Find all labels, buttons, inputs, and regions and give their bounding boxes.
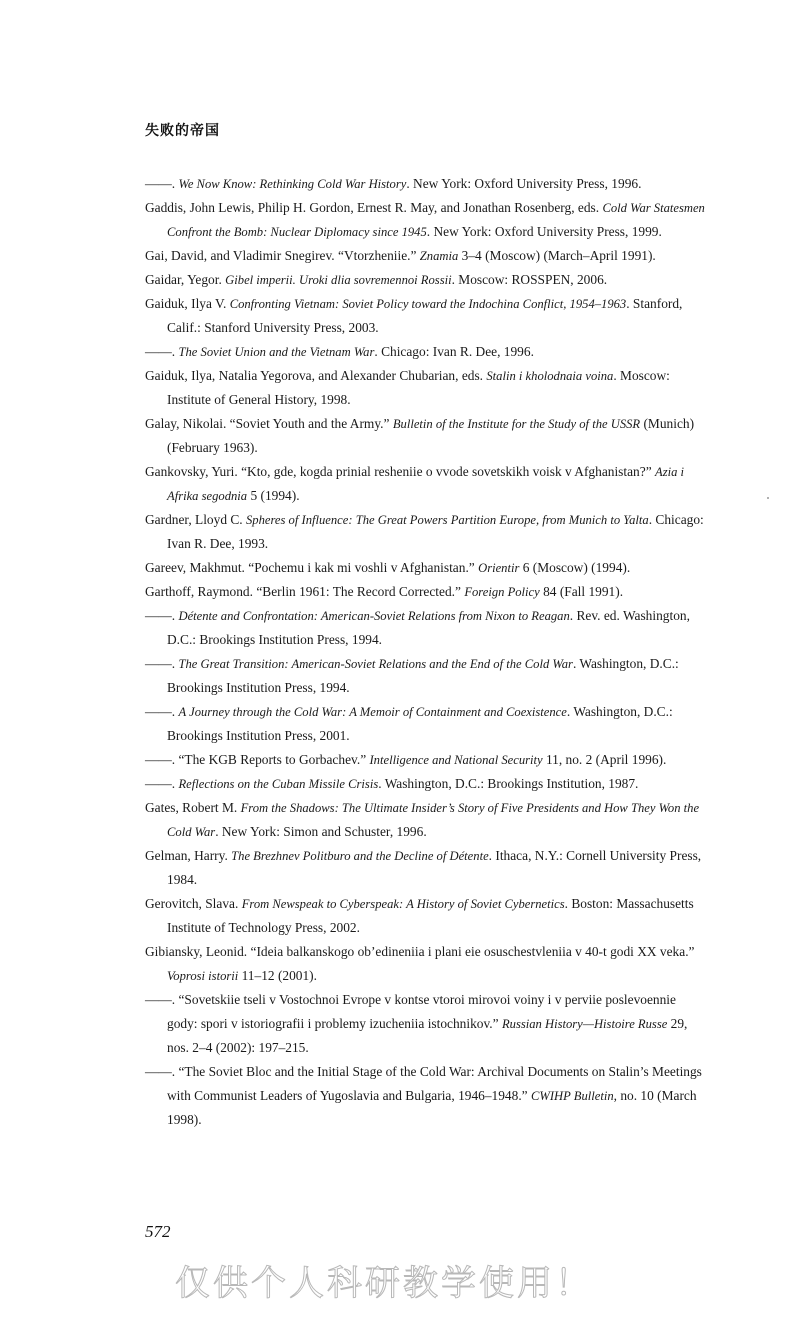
- entry-title: Stalin i kholodnaia voina: [486, 369, 614, 383]
- entry-title: From Newspeak to Cyberspeak: A History of Soviet Cybernetics: [241, 897, 565, 911]
- entry-title: Orientir: [478, 561, 520, 575]
- bibliography-entry: [145, 652, 705, 700]
- bibliography-list: [145, 172, 705, 1132]
- bibliography-entry: [145, 940, 705, 988]
- entry-title: The Great Transition: American-Soviet Relations and the End of the Cold War: [178, 657, 573, 671]
- entry-title: The Brezhnev Politburo and the Decline of Détente: [231, 849, 489, 863]
- entry-text: Gates, Robert M.: [145, 800, 241, 815]
- entry-text: . Washington, D.C.: Brookings Institution Press, 2001.: [167, 704, 673, 743]
- entry-title: Reflections on the Cuban Missile Crisis: [178, 777, 379, 791]
- entry-text: Gankovsky, Yuri. “Kto, gde, kogda prinial resheniie o vvode sovetskikh voisk v Afghanistan?”: [145, 464, 655, 479]
- bibliography-entry: [145, 988, 705, 1060]
- entry-text: . Ithaca, N.Y.: Cornell University Press, 1984.: [167, 848, 702, 887]
- running-head: 失败的帝国: [145, 123, 220, 139]
- entry-text: ——.: [145, 656, 179, 671]
- entry-title: Foreign Policy: [464, 585, 540, 599]
- entry-text: 11, no. 2 (April 1996).: [542, 752, 667, 767]
- entry-text: 29, nos. 2–4 (2002): 197–215.: [167, 1016, 688, 1055]
- entry-title: The Soviet Union and the Vietnam War: [178, 345, 375, 359]
- entry-text: Gaidar, Yegor.: [145, 272, 226, 287]
- entry-text: , no. 10 (March 1998).: [167, 1088, 697, 1127]
- bibliography-entry: [145, 244, 705, 268]
- scan-speck: [767, 497, 769, 499]
- bibliography-entry: [145, 292, 705, 340]
- entry-title: Russian History—Histoire Russe: [501, 1017, 668, 1031]
- entry-text: . New York: Oxford University Press, 1999.: [426, 224, 662, 239]
- bibliography-entry: [145, 340, 705, 364]
- entry-title: Znamia: [419, 249, 459, 263]
- entry-text: . Chicago: Ivan R. Dee, 1993.: [167, 512, 704, 551]
- entry-title: Spheres of Influence: The Great Powers Partition Europe, from Munich to Yalta: [246, 513, 649, 527]
- watermark: 仅供个人科研教学使用！: [175, 1264, 594, 1304]
- entry-text: . Rev. ed. Washington, D.C.: Brookings Institution Press, 1994.: [167, 608, 690, 647]
- entry-text: 11–12 (2001).: [238, 968, 317, 983]
- bibliography-entry: [145, 748, 705, 772]
- entry-title: CWIHP Bulletin: [530, 1089, 614, 1103]
- entry-text: Gardner, Lloyd C.: [145, 512, 246, 527]
- entry-text: Gaiduk, Ilya V.: [145, 296, 230, 311]
- page-number: 572: [145, 1222, 171, 1241]
- entry-title: From the Shadows: The Ultimate Insider’s Story of Five Presidents and How They Won the Cold War: [167, 801, 700, 839]
- entry-text: ——. “Sovetskiie tseli v Vostochnoi Evrope v kontse vtoroi mirovoi voiny i v perviie poslevoennie gody: spori v istoriografii i problemy izucheniia istochnikov.”: [145, 992, 676, 1031]
- bibliography-entry: [145, 844, 705, 892]
- bibliography-entry: [145, 1060, 705, 1132]
- entry-title: Confronting Vietnam: Soviet Policy toward the Indochina Conflict, 1954–1963: [229, 297, 627, 311]
- entry-title: Gibel imperii. Uroki dlia sovremennoi Rossii: [225, 273, 452, 287]
- entry-title: Voprosi istorii: [167, 969, 239, 983]
- entry-text: ——.: [145, 608, 179, 623]
- entry-text: Gaddis, John Lewis, Philip H. Gordon, Ernest R. May, and Jonathan Rosenberg, eds.: [145, 200, 603, 215]
- entry-text: ——. “The KGB Reports to Gorbachev.”: [145, 752, 370, 767]
- entry-text: ——. “The Soviet Bloc and the Initial Stage of the Cold War: Archival Documents on Stalin’s Meetings with Communist Leaders of Yugoslavia and Bulgaria, 1946–1948.”: [145, 1064, 702, 1103]
- bibliography-entry: [145, 604, 705, 652]
- bibliography-entry: [145, 196, 705, 244]
- bibliography-entry: [145, 580, 705, 604]
- bibliography-entry: [145, 700, 705, 748]
- entry-text: 6 (Moscow) (1994).: [519, 560, 631, 575]
- entry-text: ——.: [145, 176, 179, 191]
- bibliography-entry: [145, 364, 705, 412]
- entry-text: ——.: [145, 344, 179, 359]
- entry-title: A Journey through the Cold War: A Memoir of Containment and Coexistence: [178, 705, 567, 719]
- bibliography-entry: [145, 892, 705, 940]
- entry-text: Gelman, Harry.: [145, 848, 232, 863]
- entry-text: Gerovitch, Slava.: [145, 896, 242, 911]
- entry-text: . Washington, D.C.: Brookings Institution Press, 1994.: [167, 656, 679, 695]
- entry-text: ——.: [145, 704, 179, 719]
- bibliography-entry: [145, 796, 705, 844]
- bibliography-entry: [145, 460, 705, 508]
- entry-text: 3–4 (Moscow) (March–April 1991).: [458, 248, 656, 263]
- entry-title: Bulletin of the Institute for the Study of the USSR: [392, 417, 641, 431]
- entry-text: 84 (Fall 1991).: [539, 584, 624, 599]
- entry-text: ——.: [145, 776, 179, 791]
- entry-title: Détente and Confrontation: American-Soviet Relations from Nixon to Reagan: [178, 609, 570, 623]
- bibliography-entry: [145, 172, 705, 196]
- entry-text: . New York: Simon and Schuster, 1996.: [215, 824, 427, 839]
- entry-text: Gibiansky, Leonid. “Ideia balkanskogo ob’edineniia i plani eie osuschestvleniia v 40-t godi XX veka.”: [145, 944, 695, 959]
- bibliography-entry: [145, 556, 705, 580]
- entry-title: We Now Know: Rethinking Cold War History: [178, 177, 407, 191]
- entry-title: Azia i Afrika segodnia: [167, 465, 685, 503]
- entry-text: . Stanford, Calif.: Stanford University Press, 2003.: [167, 296, 683, 335]
- entry-text: . Moscow: Institute of General History, 1998.: [167, 368, 670, 407]
- entry-text: . Boston: Massachusetts Institute of Technology Press, 2002.: [167, 896, 694, 935]
- entry-text: (Munich) (February 1963).: [167, 416, 695, 455]
- bibliography-entry: [145, 412, 705, 460]
- bibliography-entry: [145, 508, 705, 556]
- entry-text: . Moscow: ROSSPEN, 2006.: [451, 272, 608, 287]
- bibliography-entry: [145, 772, 705, 796]
- entry-text: . New York: Oxford University Press, 1996.: [406, 176, 642, 191]
- entry-text: Gai, David, and Vladimir Snegirev. “Vtorzheniie.”: [145, 248, 420, 263]
- entry-text: . Washington, D.C.: Brookings Institution, 1987.: [378, 776, 639, 791]
- entry-text: Galay, Nikolai. “Soviet Youth and the Army.”: [145, 416, 393, 431]
- bibliography-entry: [145, 268, 705, 292]
- entry-text: 5 (1994).: [247, 488, 300, 503]
- entry-text: Garthoff, Raymond. “Berlin 1961: The Record Corrected.”: [145, 584, 465, 599]
- entry-title: Cold War Statesmen Confront the Bomb: Nuclear Diplomacy since 1945: [167, 201, 705, 239]
- entry-text: Gaiduk, Ilya, Natalia Yegorova, and Alexander Chubarian, eds.: [145, 368, 487, 383]
- entry-title: Intelligence and National Security: [369, 753, 543, 767]
- entry-text: Gareev, Makhmut. “Pochemu i kak mi voshli v Afghanistan.”: [145, 560, 479, 575]
- entry-text: . Chicago: Ivan R. Dee, 1996.: [374, 344, 534, 359]
